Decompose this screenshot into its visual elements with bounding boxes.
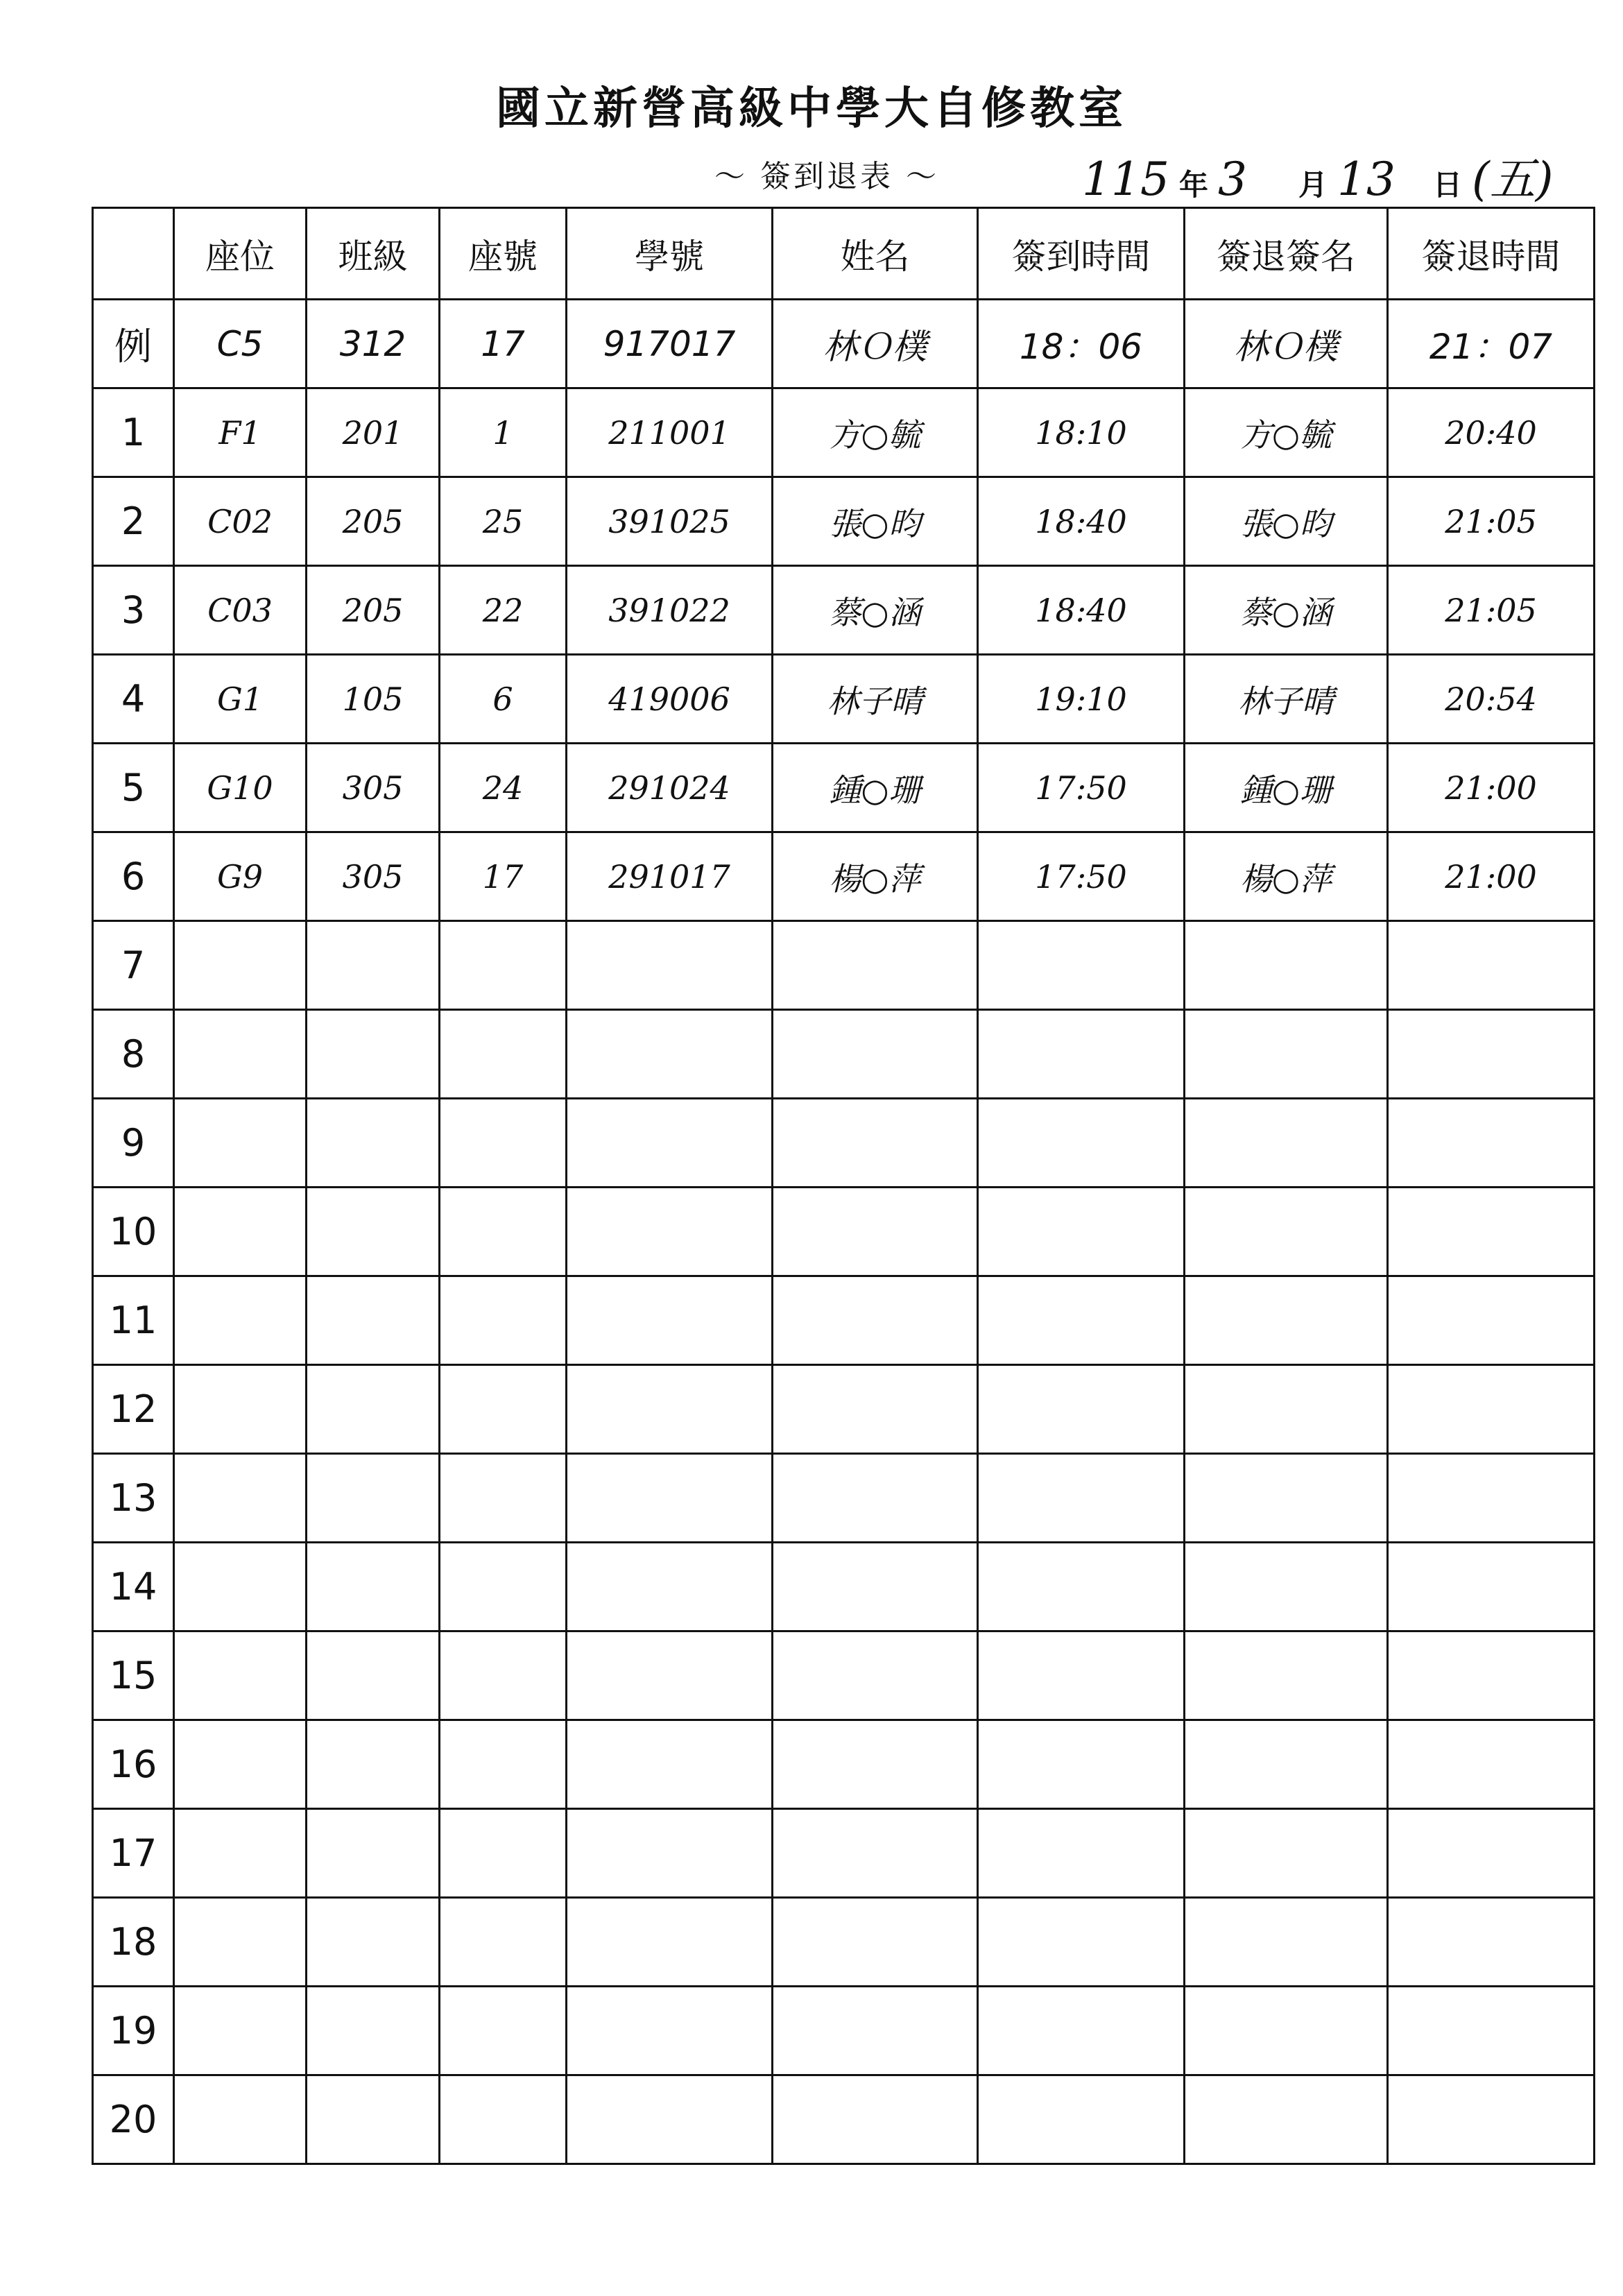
cell-row-index: 7 [93, 921, 174, 1010]
table-row [93, 1454, 1595, 1543]
table-row [93, 832, 1595, 921]
table-row [93, 1987, 1595, 2075]
cell-seat-number[interactable] [440, 1454, 567, 1543]
cell-class[interactable] [307, 1099, 440, 1188]
cell-sign-out-time[interactable] [1388, 1543, 1595, 1631]
table-row [93, 655, 1595, 744]
cell-student-id[interactable]: 917017 [567, 300, 773, 388]
column-header-sign-out-time: 簽退時間 [1388, 208, 1595, 300]
table-row [93, 921, 1595, 1010]
cell-seat-number[interactable] [440, 1543, 567, 1631]
cell-name[interactable] [773, 1276, 978, 1365]
day-label: 日 [1433, 168, 1463, 202]
cell-sign-in-time[interactable] [978, 1454, 1185, 1543]
cell-seat[interactable] [174, 1809, 307, 1898]
cell-class[interactable]: 205 [307, 566, 440, 655]
cell-class[interactable] [307, 1898, 440, 1987]
cell-sign-in-time[interactable] [978, 921, 1185, 1010]
cell-sign-out-signature[interactable]: 林Ｏ樸 [1185, 300, 1388, 388]
cell-student-id[interactable]: 391025 [567, 477, 773, 566]
table-row [93, 1631, 1595, 1720]
column-header-row-index [93, 208, 174, 300]
cell-student-id[interactable] [567, 1720, 773, 1809]
cell-seat[interactable]: C5 [174, 300, 307, 388]
cell-seat-number[interactable] [440, 1720, 567, 1809]
cell-student-id[interactable] [567, 1099, 773, 1188]
table-row [93, 1543, 1595, 1631]
cell-student-id[interactable] [567, 1010, 773, 1099]
cell-seat[interactable] [174, 1365, 307, 1454]
date-line [1082, 142, 1554, 208]
cell-row-index: 例 [93, 300, 174, 388]
cell-student-id[interactable] [567, 1809, 773, 1898]
cell-sign-out-signature[interactable] [1185, 1987, 1388, 2075]
cell-name[interactable] [773, 2075, 978, 2164]
cell-seat-number[interactable] [440, 1898, 567, 1987]
cell-row-index: 4 [93, 655, 174, 744]
cell-name[interactable]: 方○毓 [773, 388, 978, 477]
cell-class[interactable]: 305 [307, 832, 440, 921]
table-row [93, 1010, 1595, 1099]
cell-row-index: 11 [93, 1276, 174, 1365]
cell-seat[interactable]: G10 [174, 744, 307, 832]
cell-student-id[interactable] [567, 1276, 773, 1365]
cell-name[interactable] [773, 921, 978, 1010]
cell-sign-out-time[interactable]: 21：07 [1388, 300, 1595, 388]
cell-sign-out-signature[interactable] [1185, 2075, 1388, 2164]
cell-class[interactable] [307, 2075, 440, 2164]
cell-sign-in-time[interactable]: 18:40 [978, 477, 1185, 566]
cell-name[interactable]: 蔡○涵 [773, 566, 978, 655]
cell-sign-out-time[interactable] [1388, 1099, 1595, 1188]
cell-class[interactable] [307, 1720, 440, 1809]
table-row [93, 1099, 1595, 1188]
cell-student-id[interactable]: 291024 [567, 744, 773, 832]
date-year: 115 [1082, 153, 1169, 206]
cell-row-index: 15 [93, 1631, 174, 1720]
cell-student-id[interactable] [567, 1543, 773, 1631]
cell-student-id[interactable]: 291017 [567, 832, 773, 921]
cell-sign-in-time[interactable]: 18:10 [978, 388, 1185, 477]
cell-name[interactable]: 林子晴 [773, 655, 978, 744]
cell-sign-out-time[interactable]: 21:00 [1388, 832, 1595, 921]
cell-name[interactable] [773, 1987, 978, 2075]
cell-seat-number[interactable] [440, 1631, 567, 1720]
cell-seat-number[interactable] [440, 1809, 567, 1898]
table-row [93, 388, 1595, 477]
cell-sign-in-time[interactable] [978, 1987, 1185, 2075]
cell-sign-in-time[interactable] [978, 1720, 1185, 1809]
cell-class[interactable] [307, 1987, 440, 2075]
cell-row-index: 5 [93, 744, 174, 832]
cell-sign-out-signature[interactable] [1185, 1276, 1388, 1365]
cell-row-index: 2 [93, 477, 174, 566]
cell-seat[interactable] [174, 1720, 307, 1809]
cell-sign-out-signature[interactable] [1185, 921, 1388, 1010]
cell-sign-in-time[interactable] [978, 1543, 1185, 1631]
cell-row-index: 19 [93, 1987, 174, 2075]
cell-sign-in-time[interactable]: 18:40 [978, 566, 1185, 655]
cell-class[interactable] [307, 1454, 440, 1543]
cell-sign-out-signature[interactable] [1185, 1454, 1388, 1543]
cell-sign-in-time[interactable]: 19:10 [978, 655, 1185, 744]
cell-name[interactable]: 林Ｏ樸 [773, 300, 978, 388]
cell-sign-out-time[interactable] [1388, 1010, 1595, 1099]
cell-seat-number[interactable]: 25 [440, 477, 567, 566]
cell-student-id[interactable] [567, 1987, 773, 2075]
cell-sign-out-time[interactable] [1388, 1720, 1595, 1809]
cell-name[interactable] [773, 1454, 978, 1543]
date-day: 13 [1337, 153, 1396, 206]
cell-seat[interactable]: F1 [174, 388, 307, 477]
cell-sign-out-signature[interactable] [1185, 1631, 1388, 1720]
cell-seat[interactable] [174, 1543, 307, 1631]
table-header-row [93, 208, 1595, 300]
table-row [93, 566, 1595, 655]
cell-student-id[interactable] [567, 1188, 773, 1276]
cell-name[interactable] [773, 1898, 978, 1987]
cell-sign-out-signature[interactable] [1185, 1543, 1388, 1631]
cell-name[interactable] [773, 1010, 978, 1099]
cell-sign-out-signature[interactable] [1185, 1365, 1388, 1454]
cell-row-index: 1 [93, 388, 174, 477]
cell-student-id[interactable] [567, 1365, 773, 1454]
cell-sign-out-time[interactable] [1388, 921, 1595, 1010]
table-row [93, 477, 1595, 566]
column-header-class: 班級 [307, 208, 440, 300]
cell-seat[interactable] [174, 1987, 307, 2075]
cell-seat-number[interactable] [440, 1099, 567, 1188]
table-row [93, 2075, 1595, 2164]
cell-seat-number[interactable] [440, 1188, 567, 1276]
cell-sign-out-time[interactable] [1388, 1365, 1595, 1454]
cell-seat[interactable] [174, 1276, 307, 1365]
cell-sign-in-time[interactable] [978, 1809, 1185, 1898]
cell-sign-out-signature[interactable] [1185, 1720, 1388, 1809]
cell-row-index: 17 [93, 1809, 174, 1898]
cell-student-id[interactable] [567, 2075, 773, 2164]
cell-sign-out-signature[interactable] [1185, 1010, 1388, 1099]
cell-sign-in-time[interactable] [978, 2075, 1185, 2164]
cell-class[interactable]: 312 [307, 300, 440, 388]
cell-sign-out-signature[interactable]: 鍾○珊 [1185, 744, 1388, 832]
year-label: 年 [1178, 168, 1208, 202]
cell-row-index: 14 [93, 1543, 174, 1631]
cell-student-id[interactable]: 419006 [567, 655, 773, 744]
cell-sign-out-time[interactable]: 21:05 [1388, 477, 1595, 566]
cell-class[interactable]: 205 [307, 477, 440, 566]
table-row [93, 1276, 1595, 1365]
cell-sign-out-signature[interactable] [1185, 1188, 1388, 1276]
cell-seat-number[interactable]: 17 [440, 300, 567, 388]
cell-class[interactable]: 201 [307, 388, 440, 477]
cell-name[interactable] [773, 1365, 978, 1454]
cell-sign-out-time[interactable] [1388, 1987, 1595, 2075]
cell-seat-number[interactable] [440, 921, 567, 1010]
cell-sign-out-time[interactable] [1388, 1631, 1595, 1720]
cell-student-id[interactable]: 211001 [567, 388, 773, 477]
cell-student-id[interactable] [567, 1454, 773, 1543]
cell-class[interactable]: 105 [307, 655, 440, 744]
page-title: 國立新營高級中學大自修教室 [496, 83, 1127, 135]
cell-sign-out-time[interactable]: 20:40 [1388, 388, 1595, 477]
cell-sign-out-time[interactable] [1388, 1276, 1595, 1365]
cell-sign-out-signature[interactable] [1185, 1898, 1388, 1987]
sign-in-table [92, 207, 1595, 2165]
cell-row-index: 20 [93, 2075, 174, 2164]
page-subtitle: ～ 簽到退表 ～ [714, 159, 939, 194]
column-header-student-id: 學號 [567, 208, 773, 300]
cell-seat[interactable]: C02 [174, 477, 307, 566]
table-row [93, 1809, 1595, 1898]
cell-student-id[interactable] [567, 1631, 773, 1720]
cell-seat-number[interactable]: 24 [440, 744, 567, 832]
cell-seat-number[interactable]: 6 [440, 655, 567, 744]
month-label: 月 [1298, 168, 1328, 202]
cell-sign-out-time[interactable]: 21:00 [1388, 744, 1595, 832]
cell-row-index: 10 [93, 1188, 174, 1276]
column-header-seat-number: 座號 [440, 208, 567, 300]
cell-sign-out-signature[interactable]: 張○昀 [1185, 477, 1388, 566]
cell-sign-in-time[interactable] [978, 1010, 1185, 1099]
cell-row-index: 13 [93, 1454, 174, 1543]
cell-sign-out-time[interactable] [1388, 1188, 1595, 1276]
cell-class[interactable] [307, 1365, 440, 1454]
column-header-sign-out-signature: 簽退簽名 [1185, 208, 1388, 300]
cell-class[interactable]: 305 [307, 744, 440, 832]
cell-seat-number[interactable] [440, 1987, 567, 2075]
cell-sign-out-time[interactable] [1388, 2075, 1595, 2164]
column-header-seat: 座位 [174, 208, 307, 300]
cell-seat[interactable] [174, 1454, 307, 1543]
cell-seat[interactable] [174, 2075, 307, 2164]
cell-seat-number[interactable]: 17 [440, 832, 567, 921]
cell-class[interactable] [307, 1276, 440, 1365]
cell-student-id[interactable]: 391022 [567, 566, 773, 655]
date-month: 3 [1218, 153, 1247, 206]
cell-row-index: 9 [93, 1099, 174, 1188]
cell-row-index: 3 [93, 566, 174, 655]
cell-row-index: 6 [93, 832, 174, 921]
cell-seat[interactable] [174, 1631, 307, 1720]
example-row [93, 300, 1595, 388]
table-row [93, 1898, 1595, 1987]
cell-seat-number[interactable]: 1 [440, 388, 567, 477]
cell-sign-out-signature[interactable]: 楊○萍 [1185, 832, 1388, 921]
cell-class[interactable] [307, 1543, 440, 1631]
cell-sign-out-time[interactable]: 20:54 [1388, 655, 1595, 744]
cell-sign-out-time[interactable] [1388, 1809, 1595, 1898]
cell-seat-number[interactable]: 22 [440, 566, 567, 655]
cell-name[interactable] [773, 1188, 978, 1276]
cell-sign-out-signature[interactable]: 蔡○涵 [1185, 566, 1388, 655]
cell-sign-out-signature[interactable] [1185, 1809, 1388, 1898]
cell-sign-out-time[interactable]: 21:05 [1388, 566, 1595, 655]
cell-sign-out-time[interactable] [1388, 1898, 1595, 1987]
cell-seat-number[interactable] [440, 2075, 567, 2164]
column-header-sign-in-time: 簽到時間 [978, 208, 1185, 300]
cell-row-index: 18 [93, 1898, 174, 1987]
cell-sign-in-time[interactable] [978, 1365, 1185, 1454]
cell-sign-in-time[interactable] [978, 1631, 1185, 1720]
cell-row-index: 8 [93, 1010, 174, 1099]
cell-sign-out-signature[interactable]: 方○毓 [1185, 388, 1388, 477]
cell-name[interactable]: 楊○萍 [773, 832, 978, 921]
cell-sign-in-time[interactable]: 17:50 [978, 832, 1185, 921]
cell-sign-out-time[interactable] [1388, 1454, 1595, 1543]
cell-name[interactable] [773, 1720, 978, 1809]
table-row [93, 1720, 1595, 1809]
cell-sign-in-time[interactable] [978, 1099, 1185, 1188]
cell-sign-in-time[interactable]: 18：06 [978, 300, 1185, 388]
cell-sign-in-time[interactable]: 17:50 [978, 744, 1185, 832]
cell-seat[interactable] [174, 921, 307, 1010]
cell-name[interactable]: 鍾○珊 [773, 744, 978, 832]
cell-class[interactable] [307, 1188, 440, 1276]
cell-seat-number[interactable] [440, 1365, 567, 1454]
cell-sign-in-time[interactable] [978, 1188, 1185, 1276]
cell-row-index: 16 [93, 1720, 174, 1809]
cell-seat[interactable] [174, 1898, 307, 1987]
cell-seat-number[interactable] [440, 1010, 567, 1099]
cell-sign-out-signature[interactable] [1185, 1099, 1388, 1188]
cell-class[interactable] [307, 921, 440, 1010]
cell-sign-out-signature[interactable]: 林子晴 [1185, 655, 1388, 744]
cell-class[interactable] [307, 1010, 440, 1099]
cell-student-id[interactable] [567, 1898, 773, 1987]
cell-seat[interactable]: G1 [174, 655, 307, 744]
cell-name[interactable] [773, 1809, 978, 1898]
cell-seat-number[interactable] [440, 1276, 567, 1365]
cell-seat[interactable]: G9 [174, 832, 307, 921]
cell-row-index: 12 [93, 1365, 174, 1454]
cell-seat[interactable] [174, 1188, 307, 1276]
date-weekday: (五) [1472, 153, 1554, 206]
cell-name[interactable] [773, 1631, 978, 1720]
cell-sign-in-time[interactable] [978, 1276, 1185, 1365]
cell-name[interactable] [773, 1543, 978, 1631]
cell-seat[interactable]: C03 [174, 566, 307, 655]
cell-class[interactable] [307, 1631, 440, 1720]
table-row [93, 1188, 1595, 1276]
cell-seat[interactable] [174, 1099, 307, 1188]
cell-seat[interactable] [174, 1010, 307, 1099]
table-row [93, 744, 1595, 832]
cell-student-id[interactable] [567, 921, 773, 1010]
table-row [93, 1365, 1595, 1454]
cell-name[interactable] [773, 1099, 978, 1188]
column-header-name: 姓名 [773, 208, 978, 300]
cell-name[interactable]: 張○昀 [773, 477, 978, 566]
cell-class[interactable] [307, 1809, 440, 1898]
cell-sign-in-time[interactable] [978, 1898, 1185, 1987]
